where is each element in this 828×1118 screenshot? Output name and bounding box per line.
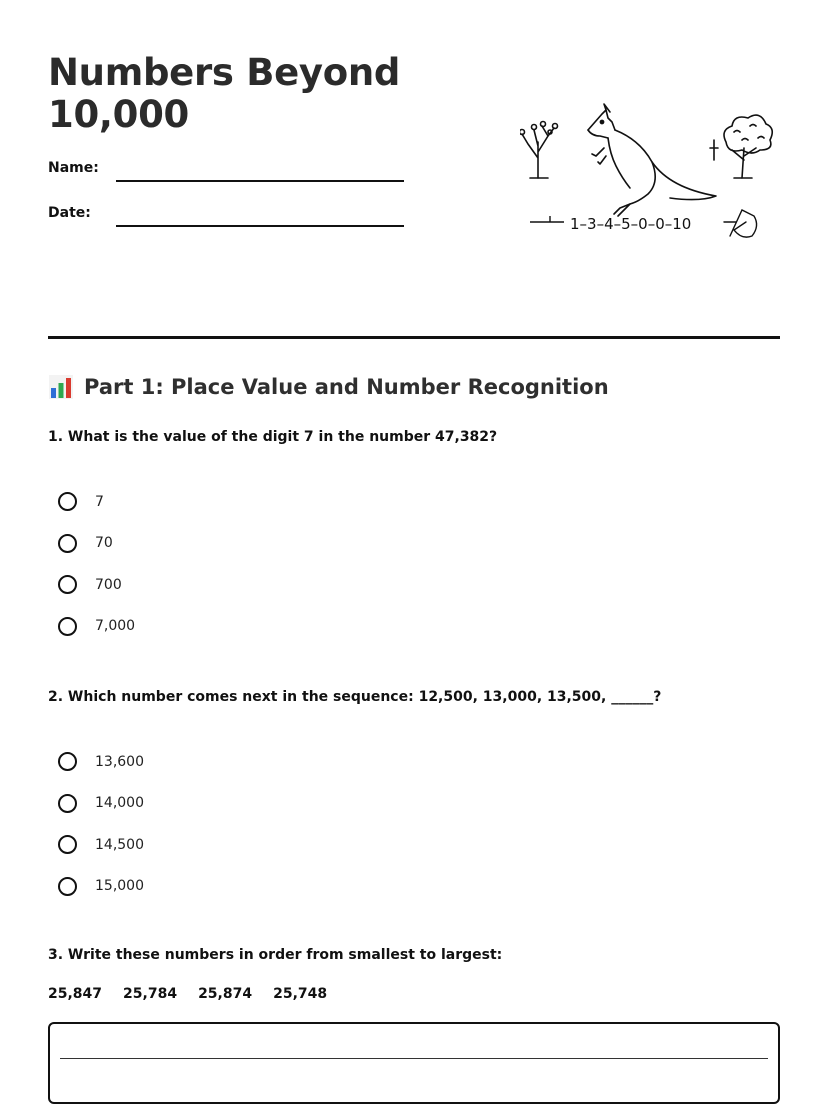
radio-button[interactable] (58, 835, 77, 854)
page-title: Numbers Beyond 10,000 (48, 51, 401, 136)
question-2: 2. Which number comes next in the sequence: 12,500, 13,000, 13,500, ______? (48, 689, 662, 705)
radio-button[interactable] (58, 575, 77, 594)
question-3: 3. Write these numbers in order from smallest to largest: (48, 947, 503, 963)
radio-button[interactable] (58, 492, 77, 511)
question-2-option[interactable] (58, 866, 144, 908)
kangaroo-illustration-icon (520, 100, 790, 250)
option-label: 14,000 (95, 795, 144, 812)
answer-box[interactable] (48, 1022, 780, 1104)
answer-line (60, 1058, 768, 1059)
radio-button[interactable] (58, 794, 77, 813)
numbers-to-order (48, 986, 348, 1002)
question-2-option[interactable] (58, 741, 144, 783)
name-field[interactable] (116, 180, 404, 182)
number-item: 25,874 (198, 986, 253, 1002)
section-divider (48, 336, 780, 339)
section-heading (48, 374, 609, 400)
question-1: 1. What is the value of the digit 7 in the number 47,382? (48, 429, 498, 445)
radio-button[interactable] (58, 534, 77, 553)
name-label: Name: (48, 160, 99, 176)
section-title: Part 1: Place Value and Number Recognition (84, 375, 609, 399)
option-label: 13,600 (95, 753, 144, 770)
option-label: 70 (95, 535, 113, 552)
question-2-option[interactable] (58, 783, 144, 825)
radio-button[interactable] (58, 877, 77, 896)
radio-button[interactable] (58, 617, 77, 636)
option-label: 700 (95, 576, 122, 593)
number-item: 25,784 (123, 986, 178, 1002)
number-item: 25,847 (48, 986, 103, 1002)
option-label: 15,000 (95, 878, 144, 895)
number-line-text: 1–3–4–5–0–0–10 (570, 215, 692, 233)
question-1-option[interactable] (58, 481, 135, 523)
question-1-option[interactable] (58, 523, 135, 565)
question-2-option[interactable] (58, 824, 144, 866)
date-label: Date: (48, 205, 91, 221)
bar-chart-icon (48, 374, 74, 400)
radio-button[interactable] (58, 752, 77, 771)
question-1-options (58, 481, 135, 647)
question-2-options (58, 741, 144, 907)
option-label: 7 (95, 493, 104, 510)
option-label: 14,500 (95, 836, 144, 853)
question-1-option[interactable] (58, 564, 135, 606)
date-field[interactable] (116, 225, 404, 227)
question-1-option[interactable] (58, 606, 135, 648)
option-label: 7,000 (95, 618, 136, 635)
number-item: 25,748 (273, 986, 328, 1002)
